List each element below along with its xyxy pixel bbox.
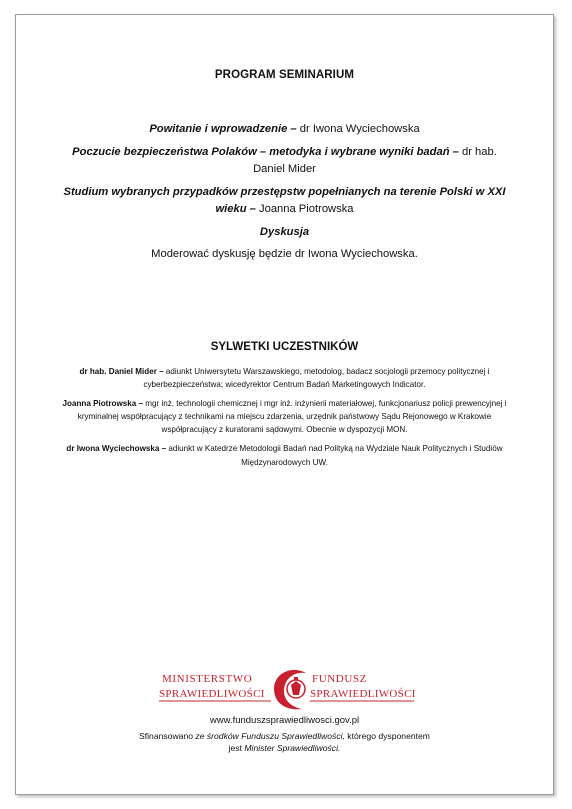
- financing-text-italic: ze środków Funduszu Sprawiedliwości,: [195, 731, 345, 741]
- program-item-speaker: dr Iwona Wyciechowska: [296, 123, 420, 135]
- program-item-speaker: dr hab. Daniel Mider: [253, 145, 497, 175]
- program-item-title: Studium wybranych przypadków przestępstw popełnianych na terenie Polski w XXI wieku –: [63, 185, 506, 215]
- fund-website-link[interactable]: www.funduszsprawiedliwosci.gov.pl: [209, 715, 360, 726]
- fund-logo-line1: FUNDUSZ: [312, 673, 367, 685]
- bio-item: [60, 442, 509, 468]
- program-item: [56, 121, 513, 139]
- financing-text: jest: [228, 742, 245, 753]
- bio-name: Joanna Piotrowska –: [62, 399, 144, 409]
- financing-text-italic: Minister Sprawiedliwości.: [244, 742, 341, 753]
- bio-text: mgr inż. technologii chemicznej i mgr inż. inżynierii materiałowej, funkcjonariusz policji prewencyjnej i kryminalnej współpracujący z technikami na miejscu zdarzenia, urzędnik państwowy Sądu Rejonowego w Krakowie współpracujący z kuratorami sądowymi. Obecnie w dyspozycji MON.: [77, 399, 507, 435]
- bio-name: dr Iwona Wyciechowska –: [66, 444, 167, 454]
- eagle-emblem-icon: [274, 670, 306, 709]
- program-list: [56, 121, 513, 269]
- discussion-title: Dyskusja: [259, 225, 310, 238]
- ministry-logo-line2: SPRAWIEDLIWOŚCI: [159, 688, 265, 700]
- bio-item: [60, 397, 509, 436]
- participants-heading: SYLWETKI UCZESTNIKÓW: [210, 341, 359, 353]
- program-item: [56, 184, 513, 219]
- funders-logos: [156, 659, 416, 715]
- bio-text: adiunkt w Katedrze Metodologii Badań nad Polityką na Wydziale Nauk Politycznych i Studiów Międzynarodowych UW.: [166, 444, 503, 467]
- financing-text: którego dysponentem: [344, 731, 430, 741]
- program-item: [56, 144, 513, 179]
- program-item-title: Powitanie i wprowadzenie –: [149, 123, 297, 135]
- document-page: [15, 14, 554, 795]
- bio-name: dr hab. Daniel Mider –: [79, 367, 164, 376]
- program-item-title: Poczucie bezpieczeństwa Polaków – metodyka i wybrane wyniki badań –: [72, 145, 459, 158]
- seminar-program-heading: PROGRAM SEMINARIUM: [214, 69, 355, 81]
- financing-note: [96, 731, 473, 754]
- program-item-speaker: Joanna Piotrowska: [255, 203, 354, 215]
- bio-item: [60, 365, 509, 391]
- financing-text: Sfinansowano: [139, 731, 196, 741]
- bios-list: [60, 365, 509, 475]
- discussion-note: Moderować dyskusję będzie dr Iwona Wyciechowska.: [151, 248, 418, 260]
- bio-text: adiunkt Uniwersytetu Warszawskiego, metodolog, badacz socjologii przemocy politycznej i cyberbezpieczeństwa; wicedyrektor Centrum Badań Marketingowych Indicator.: [143, 367, 490, 390]
- ministry-logo-line1: MINISTERSTWO: [162, 673, 253, 685]
- fund-logo-line2: SPRAWIEDLIWOŚCI: [310, 688, 416, 700]
